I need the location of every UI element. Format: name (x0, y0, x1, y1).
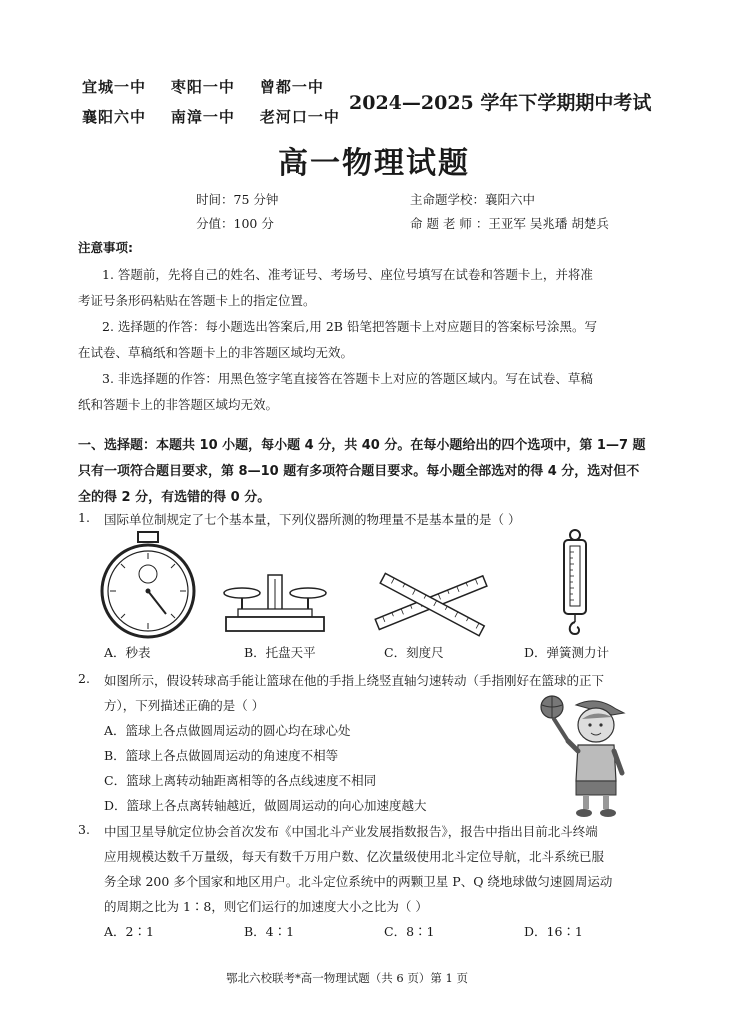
question-stem-cont: 务全球 200 多个国家和地区用户。北斗定位系统中的两颗卫星 P、Q 绕地球做匀速圆周运动 (104, 874, 613, 889)
page-footer: 鄂北六校联考*高一物理试题（共 6 页）第 1 页 (226, 971, 469, 985)
option-c: C．篮球上离转动轴距离相等的各点线速度不相同 (104, 773, 377, 788)
notice-item-3: 3. 非选择题的作答：用黑色签字笔直接答在答题卡上对应的答题区域内。写在试卷、草稿 (102, 371, 593, 386)
question-stem-cont: 应用规模达数千万量级，每天有数千万用户数、亿次量级使用北斗定位导航，北斗系统已服 (104, 849, 605, 864)
question-stem-cont: 方），下列描述正确的是（ ） (104, 698, 265, 713)
question-number: 3. (78, 822, 90, 837)
lead-school: 主命题学校：襄阳六中 (410, 192, 536, 207)
option-a: A．篮球上各点做圆周运动的圆心均在球心处 (104, 723, 351, 738)
notice-title: 注意事项: (78, 240, 133, 255)
option-c: C．刻度尺 (384, 645, 444, 660)
section-instructions-line2: 只有一项符合题目要求，第 8—10 题有多项符合题目要求。每小题全部选对的得 4 分，选对但不 (78, 464, 640, 479)
basketball-boy-illustration (538, 695, 630, 819)
notice-item-2: 2. 选择题的作答：每小题选出答案后,用 2B 铅笔把答题卡上对应题目的答案标号涂黑。写 (102, 319, 597, 334)
question-stem: 国际单位制规定了七个基本量，下列仪器所测的物理量不是基本量的是（ ） (104, 512, 521, 527)
school-name: 曾都一中 (259, 78, 324, 96)
notice-item-1-cont: 考证号条形码粘贴在答题卡上的指定位置。 (78, 293, 316, 308)
question-stem: 如图所示，假设转球高手能让篮球在他的手指上绕竖直轴匀速转动（手指刚好在篮球的正下 (104, 673, 605, 688)
option-b: B．托盘天平 (244, 645, 316, 660)
option-c: C．8∶1 (384, 924, 435, 939)
notice-item-2-cont: 在试卷、草稿纸和答题卡上的非答题区域均无效。 (78, 345, 354, 360)
section-instructions-line1: 一、选择题：本题共 10 小题，每小题 4 分，共 40 分。在每小题给出的四个选项中，第 1—7 题 (78, 438, 646, 453)
paper-title: 高一物理试题 (278, 146, 470, 181)
option-d: D．16∶1 (524, 924, 583, 939)
option-b: B．4∶1 (244, 924, 295, 939)
school-group-row2 (82, 106, 340, 127)
school-name: 宜城一中 (82, 78, 147, 96)
section-instructions-line3: 全的得 2 分，有选错的得 0 分。 (78, 490, 271, 505)
question-stem-cont: 的周期之比为 1∶8，则它们运行的加速度大小之比为（ ） (104, 899, 428, 914)
question-number: 1. (78, 510, 90, 525)
option-a: A．2∶1 (104, 924, 154, 939)
exam-time: 时间：75 分钟 (196, 192, 279, 207)
exam-score: 分值：100 分 (196, 216, 274, 231)
school-name: 南漳一中 (170, 108, 235, 126)
option-d: D．弹簧测力计 (524, 645, 610, 660)
school-name: 老河口一中 (259, 108, 340, 126)
option-a: A．秒表 (104, 645, 151, 660)
school-name: 枣阳一中 (170, 78, 235, 96)
ruler-illustration (372, 565, 492, 640)
option-b: B．篮球上各点做圆周运动的角速度不相等 (104, 748, 339, 763)
school-name: 襄阳六中 (82, 108, 147, 126)
exam-title: 2024—2025 学年下学期期中考试 (349, 92, 652, 114)
balance-scale-illustration (220, 565, 330, 640)
school-group-row1 (82, 76, 324, 97)
stopwatch-illustration (98, 530, 198, 640)
question-number: 2. (78, 671, 90, 686)
question-stem: 中国卫星导航定位协会首次发布《中国北斗产业发展指数报告》，报告中指出目前北斗终端 (104, 824, 598, 839)
notice-item-1: 1. 答题前，先将自己的姓名、准考证号、考场号、座位号填写在试卷和答题卡上，并将准 (102, 267, 593, 282)
spring-scale-illustration (555, 528, 595, 638)
paper-authors: 命 题 老 师 ：王亚军 吴兆璠 胡楚兵 (410, 216, 609, 231)
notice-item-3-cont: 纸和答题卡上的非答题区域均无效。 (78, 397, 279, 412)
option-d: D．篮球上各点离转轴越近，做圆周运动的向心加速度越大 (104, 798, 427, 813)
